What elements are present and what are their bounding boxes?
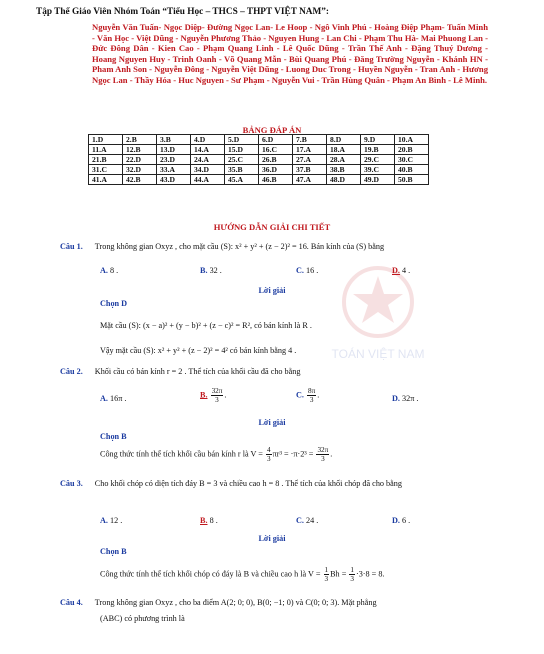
answer-cell: 11.A <box>89 145 123 155</box>
answer-cell: 26.B <box>259 155 293 165</box>
q2-option-d: D. 32π . <box>392 394 419 403</box>
answer-cell: 45.A <box>225 175 259 185</box>
answer-cell: 10.A <box>395 135 429 145</box>
q1-option-a: A. 8 . <box>100 266 119 275</box>
answer-cell: 29.C <box>361 155 395 165</box>
question-2 <box>60 367 300 376</box>
q1-option-c: C. 16 . <box>296 266 319 275</box>
answer-cell: 49.D <box>361 175 395 185</box>
answer-cell: 20.B <box>395 145 429 155</box>
answer-cell: 43.D <box>157 175 191 185</box>
answer-cell: 36.D <box>259 165 293 175</box>
answer-cell: 8.D <box>327 135 361 145</box>
question-2-text: Khối cầu có bán kính r = 2 . Thể tích của khối cầu đã cho bằng <box>94 367 301 376</box>
q3-solution-line: Công thức tính thể tích khối chóp có đáy là B và chiều cao h là V = $\frac{1}{3}$ Bh = $\frac{1}{3}$ ·3·8 = 8. <box>100 566 385 583</box>
answer-table <box>88 134 429 185</box>
answer-table-row <box>89 135 429 145</box>
q3-option-d: D. 6 . <box>392 516 411 525</box>
answer-cell: 23.D <box>157 155 191 165</box>
q3-option-a: A. 12 . <box>100 516 123 525</box>
q1-choice: Chọn D <box>100 299 128 308</box>
q1-solution-line-1: Mặt cầu (S): (x − a)² + (y − b)² + (z − c)² = R², có bán kính là R . <box>100 321 312 330</box>
answer-cell: 31.C <box>89 165 123 175</box>
q1-solution-label: Lời giải <box>258 286 286 295</box>
answer-cell: 6.D <box>259 135 293 145</box>
answer-cell: 28.A <box>327 155 361 165</box>
answer-cell: 46.B <box>259 175 293 185</box>
answer-table-row <box>89 175 429 185</box>
answer-cell: 44.A <box>191 175 225 185</box>
answer-cell: 37.B <box>293 165 327 175</box>
answer-cell: 5.D <box>225 135 259 145</box>
answer-table-row <box>89 145 429 155</box>
answer-cell: 39.C <box>361 165 395 175</box>
answer-cell: 33.A <box>157 165 191 175</box>
question-3 <box>60 479 402 488</box>
answer-cell: 7.B <box>293 135 327 145</box>
answer-cell: 21.B <box>89 155 123 165</box>
question-2-label: Câu 2. <box>60 367 83 376</box>
question-3-text: Cho khối chóp có diện tích đáy B = 3 và chiều cao h = 8 . Thể tích của khối chóp đã cho bằng <box>94 479 402 488</box>
q2-option-a: A. 16π . <box>100 394 127 403</box>
svg-text:TOÁN VIỆT NAM: TOÁN VIỆT NAM <box>331 347 425 361</box>
answer-cell: 41.A <box>89 175 123 185</box>
answer-cell: 13.D <box>157 145 191 155</box>
answer-cell: 4.D <box>191 135 225 145</box>
answer-cell: 38.B <box>327 165 361 175</box>
q2-solution-line: Công thức tính thể tích khối cầu bán kính r là V = $\frac{4}{3}$ πr³ = ·π·2³ = $\frac{32\pi}{3}$ . <box>100 446 333 463</box>
answer-table-row <box>89 155 429 165</box>
answer-cell: 42.B <box>123 175 157 185</box>
question-4-text: Trong không gian Oxyz , cho ba điểm A(2; 0; 0), B(0; −1; 0) và C(0; 0; 3). Mặt phẳng <box>94 598 377 607</box>
question-4 <box>60 598 377 607</box>
answer-cell: 15.D <box>225 145 259 155</box>
guide-title: HƯỚNG DẪN GIẢI CHI TIẾT <box>213 222 331 232</box>
answer-cell: 1.D <box>89 135 123 145</box>
question-1-text: Trong không gian Oxyz , cho mặt cầu (S): x² + y² + (z − 2)² = 16. Bán kính của (S) bằng <box>94 242 385 251</box>
answer-cell: 16.C <box>259 145 293 155</box>
q2-option-c-fraction: $\frac{8\pi}{3}$ <box>308 387 316 404</box>
question-4-text-continued: (ABC) có phương trình là <box>100 614 185 623</box>
credit-heading: Tập Thể Giáo Viên Nhóm Toán “Tiểu Học – THCS – THPT VIỆT NAM”: <box>36 7 330 17</box>
answer-cell: 34.D <box>191 165 225 175</box>
answer-cell: 35.B <box>225 165 259 175</box>
answer-cell: 17.A <box>293 145 327 155</box>
answer-cell: 40.B <box>395 165 429 175</box>
question-1-label: Câu 1. <box>60 242 83 251</box>
q1-solution-line-2: Vậy mặt cầu (S): x² + y² + (z − 2)² = 4² có bán kính bằng 4 . <box>100 346 297 355</box>
answer-cell: 48.D <box>327 175 361 185</box>
q2-option-c: C. $\frac{8\pi}{3}$ . <box>296 387 320 404</box>
q2-solution-label: Lời giải <box>258 418 286 427</box>
q3-option-b: B. 8 . <box>200 516 218 525</box>
answer-cell: 32.D <box>123 165 157 175</box>
answer-cell: 25.C <box>225 155 259 165</box>
question-1 <box>60 242 384 251</box>
q2-option-b: B. $\frac{32\pi}{3}$ . <box>200 387 227 404</box>
answer-table-row <box>89 165 429 175</box>
answer-cell: 47.A <box>293 175 327 185</box>
question-4-label: Câu 4. <box>60 598 83 607</box>
answer-cell: 50.B <box>395 175 429 185</box>
answer-cell: 30.C <box>395 155 429 165</box>
q1-option-d: D. 4 . <box>392 266 411 275</box>
q3-choice: Chọn B <box>100 547 127 556</box>
q1-option-b: B. 32 . <box>200 266 222 275</box>
answer-cell: 14.A <box>191 145 225 155</box>
answer-cell: 12.B <box>123 145 157 155</box>
question-3-label: Câu 3. <box>60 479 83 488</box>
answer-cell: 18.A <box>327 145 361 155</box>
answer-cell: 9.D <box>361 135 395 145</box>
credit-names: Nguyễn Văn Tuấn- Ngọc Diệp- Đường Ngọc Lan- Le Hoop - Ngô Vinh Phú - Hoàng Điệp Phạm- Tuấn Minh - Văn Học - Việt Dũng - Nguyễn Phương Thảo - Nguyen Hung - Lan Chi - Phạm Thu Hà- Mai Phuong Lan - Đức Đông Dân - Kien Cao - Phạm Quang Linh - Lê Quốc Dũng - Trần Thế Anh - Đặng Thuý Dương - Hoang Nguyen Huy - Trinh Oanh - Võ Quang Mẫn - Bùi Quang Phú - Đăng Trường Nguyễn - Khánh HN - Pham Anh Son - Nguyễn Đông - Nguyễn Việt Dũng - Luong Duc Trong - Huyền Nguyễn - Tran Anh - Hương Ngọc Lan - Thầy Hóa - Huc Nguyen - Sư Phạm - Nguyễn Vui - Trần Hùng Quân - Phạm An Bình - Lê Minh. <box>92 22 488 85</box>
answer-cell: 22.D <box>123 155 157 165</box>
answer-cell: 27.A <box>293 155 327 165</box>
q2-option-b-fraction: $\frac{32\pi}{3}$ <box>211 387 223 404</box>
answer-cell: 2.B <box>123 135 157 145</box>
answer-cell: 19.B <box>361 145 395 155</box>
q3-option-c: C. 24 . <box>296 516 319 525</box>
answer-table-title: BẢNG ĐÁP ÁN <box>242 125 302 135</box>
answer-cell: 24.A <box>191 155 225 165</box>
q3-solution-label: Lời giải <box>258 534 286 543</box>
answer-cell: 3.B <box>157 135 191 145</box>
watermark-logo <box>318 262 438 372</box>
q2-choice: Chọn B <box>100 432 127 441</box>
